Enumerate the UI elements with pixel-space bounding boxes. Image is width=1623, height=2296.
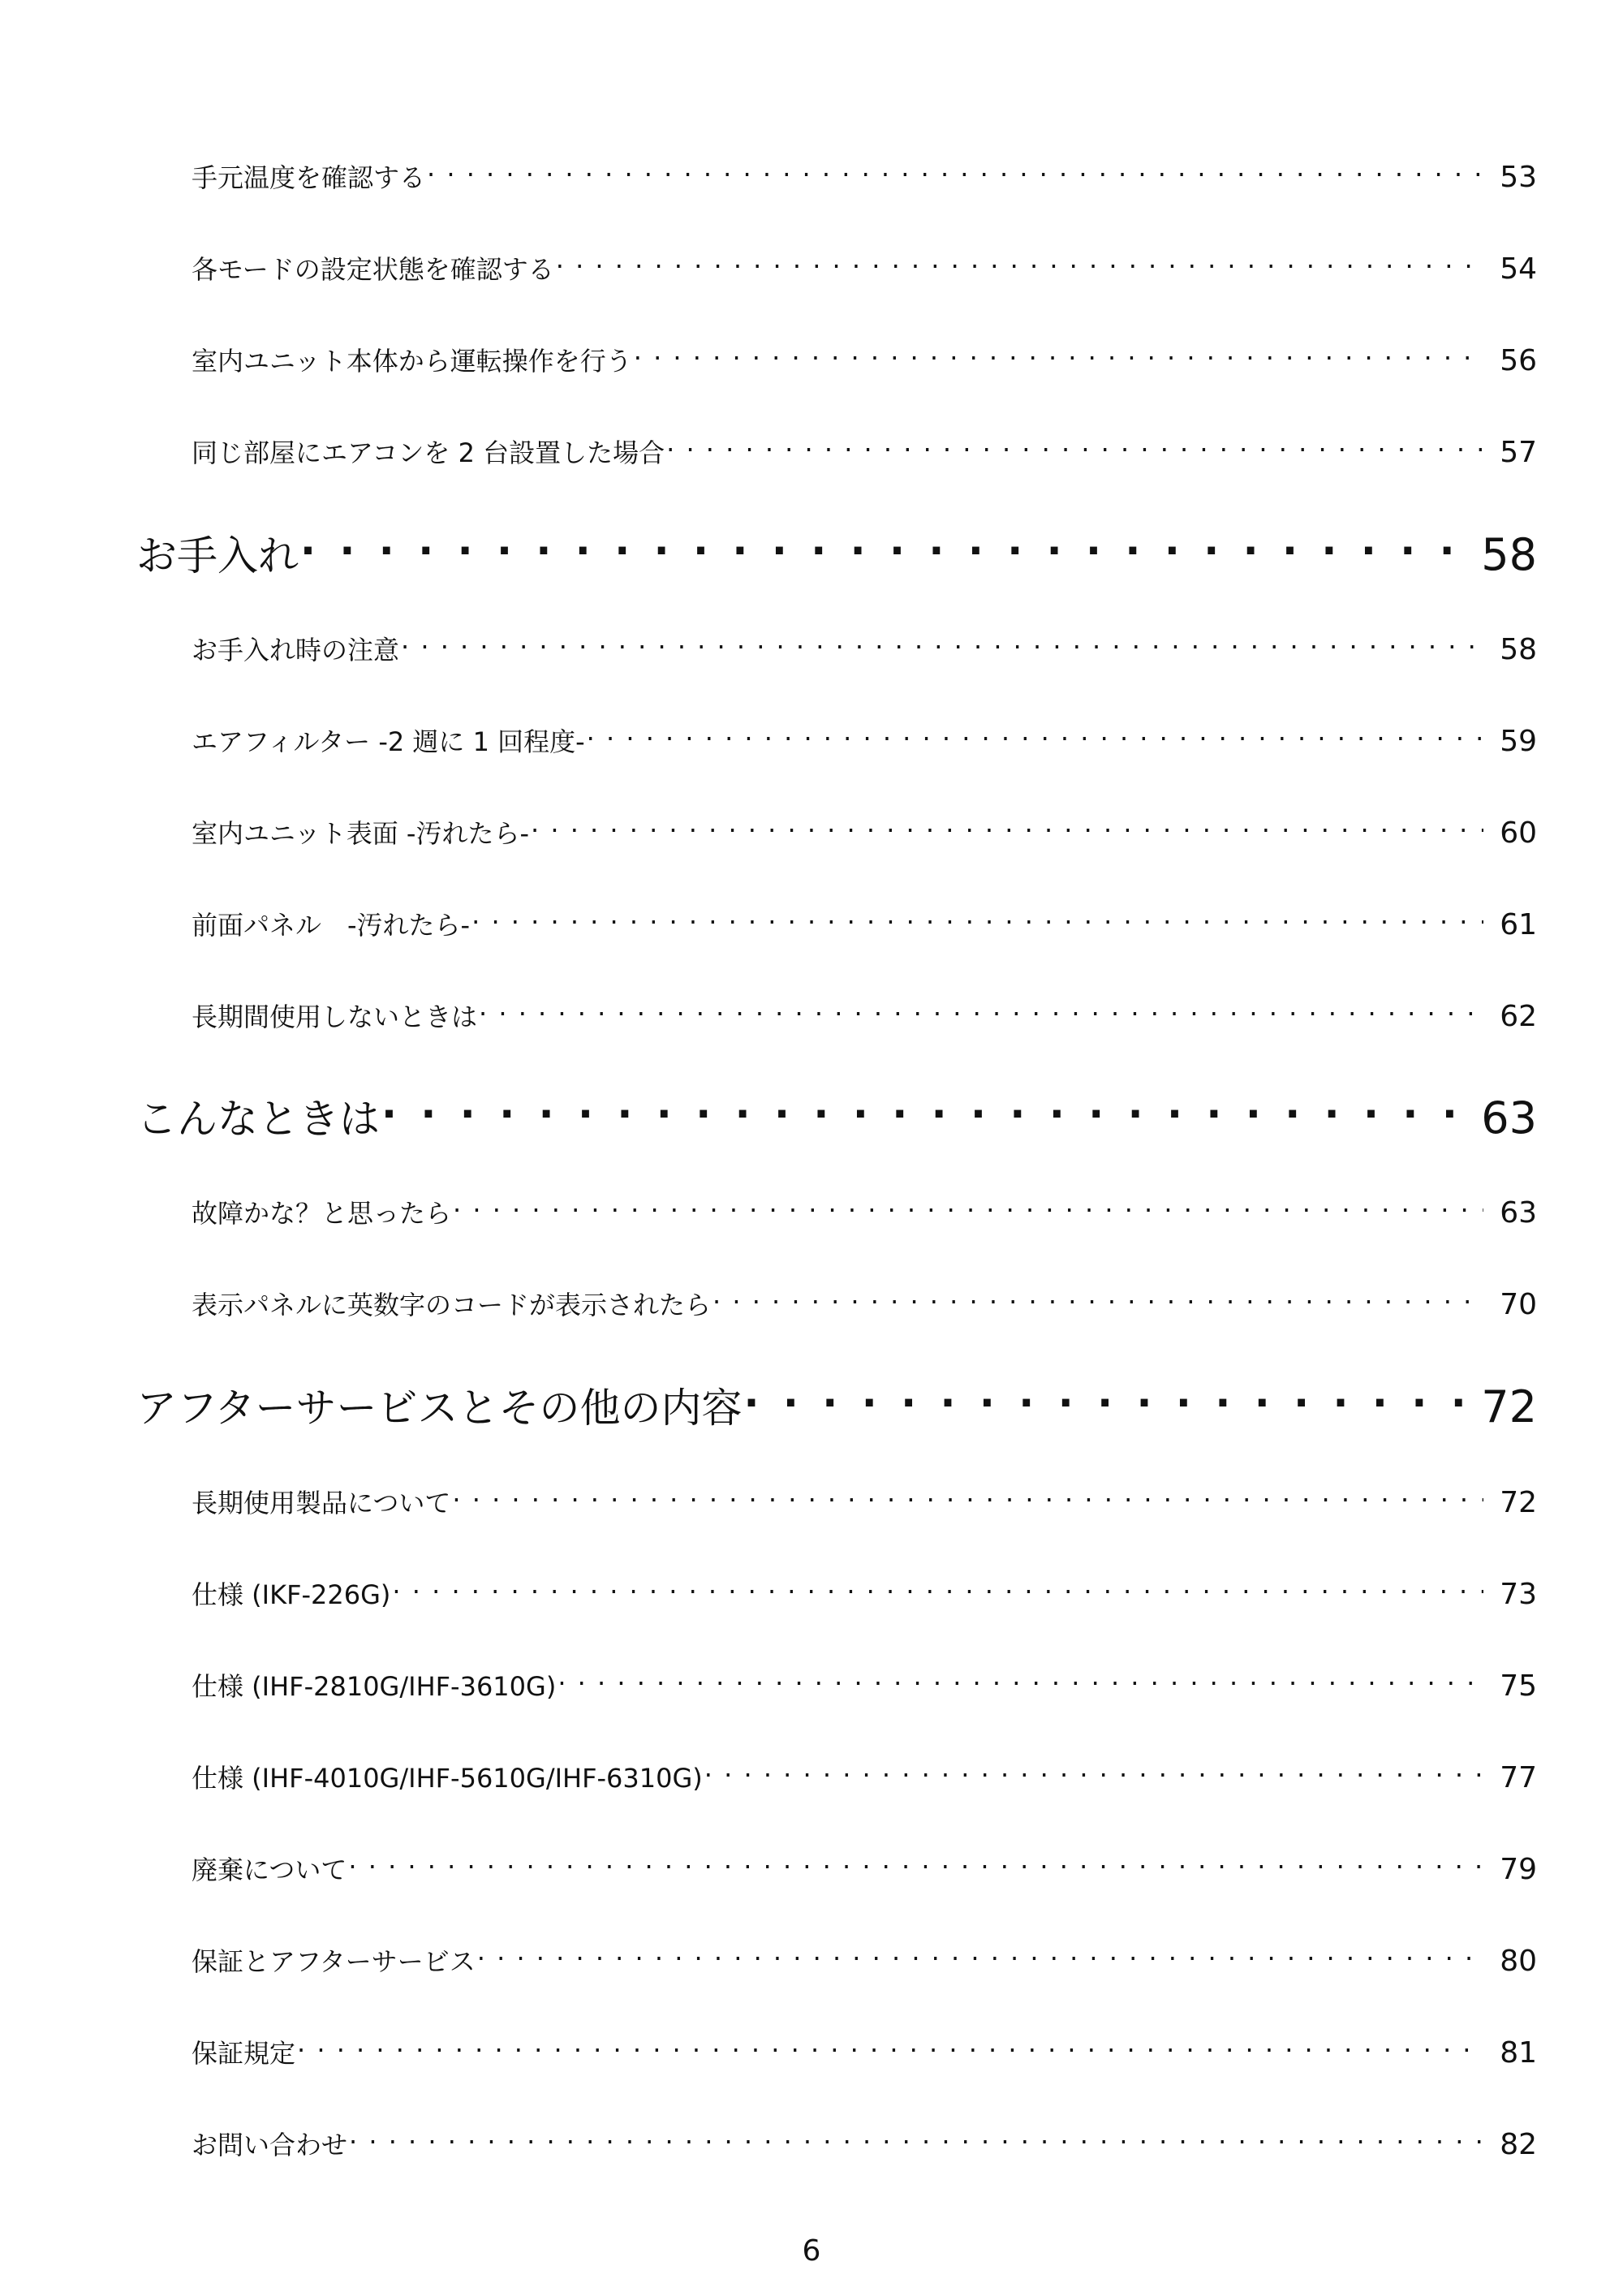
toc-chapter-label: アフターサービスとその他の内容 xyxy=(136,1385,743,1432)
toc-entry[interactable] xyxy=(192,1275,1537,1321)
toc-entry[interactable] xyxy=(192,2115,1537,2161)
toc-entry-page: 62 xyxy=(1500,1000,1537,1033)
toc-entry-page: 59 xyxy=(1500,725,1537,758)
toc-entry[interactable] xyxy=(192,803,1537,850)
toc-chapter-page: 72 xyxy=(1481,1381,1537,1432)
toc-entry-label: 廃棄について xyxy=(192,1854,347,1885)
toc-entry-page: 57 xyxy=(1500,436,1537,469)
dot-leader xyxy=(348,1840,1483,1879)
toc-entry-label: 仕様 (IHF-2810G/IHF-3610G) xyxy=(192,1671,557,1702)
toc-entry-page: 75 xyxy=(1500,1669,1537,1703)
toc-entry-label: 長期使用製品について xyxy=(192,1488,451,1518)
toc-entry-page: 80 xyxy=(1500,1945,1537,1978)
toc-entry-page: 79 xyxy=(1500,1853,1537,1886)
toc-entry-page: 63 xyxy=(1500,1196,1537,1230)
toc-entry-label: 保証規定 xyxy=(192,2038,296,2069)
dot-leader xyxy=(666,423,1483,462)
page-number: 6 xyxy=(802,2234,821,2268)
toc-entry-label: 手元温度を確認する xyxy=(192,162,426,193)
toc-chapter-entry[interactable] xyxy=(136,511,1537,580)
toc-chapter-entry[interactable] xyxy=(136,1075,1537,1144)
toc-entry-page: 70 xyxy=(1500,1288,1537,1321)
dot-leader xyxy=(712,1275,1483,1314)
toc-entry-label: 仕様 (IHF-4010G/IHF-5610G/IHF-6310G) xyxy=(192,1763,703,1794)
toc-entry[interactable] xyxy=(192,148,1537,194)
toc-chapter-page: 63 xyxy=(1481,1092,1537,1144)
toc-entry[interactable] xyxy=(192,331,1537,377)
toc-entry[interactable] xyxy=(192,1840,1537,1886)
toc-entry[interactable] xyxy=(192,1473,1537,1519)
toc-entry[interactable] xyxy=(192,1565,1537,1611)
dot-leader xyxy=(531,803,1483,842)
toc-entry-label: お問い合わせ xyxy=(192,2130,348,2160)
dot-leader xyxy=(427,148,1483,187)
toc-entry-page: 73 xyxy=(1500,1578,1537,1611)
toc-entry-page: 53 xyxy=(1500,161,1537,194)
toc-entry[interactable] xyxy=(192,1656,1537,1703)
dot-leader xyxy=(556,239,1483,278)
toc-chapter-entry[interactable] xyxy=(136,1363,1537,1432)
dot-leader xyxy=(300,511,1467,570)
toc-entry-page: 81 xyxy=(1500,2036,1537,2070)
toc-entry-page: 61 xyxy=(1500,908,1537,941)
dot-leader xyxy=(587,712,1483,751)
toc-entry-page: 56 xyxy=(1500,344,1537,377)
dot-leader xyxy=(479,987,1483,1026)
toc-entry[interactable] xyxy=(192,239,1537,286)
toc-chapter-label: こんなときは xyxy=(136,1096,380,1143)
toc-entry[interactable] xyxy=(192,895,1537,941)
dot-leader xyxy=(453,1183,1483,1222)
dot-leader xyxy=(477,1932,1483,1971)
dot-leader xyxy=(744,1363,1468,1422)
dot-leader xyxy=(401,620,1483,659)
dot-leader xyxy=(392,1565,1483,1604)
dot-leader xyxy=(558,1656,1483,1695)
toc-entry-label: 仕様 (IKF-226G) xyxy=(192,1579,391,1610)
toc-entry-label: 故障かな？と思ったら xyxy=(192,1198,452,1229)
toc-entry-label: 表示パネルに英数字のコードが表示されたら xyxy=(192,1290,712,1320)
dot-leader xyxy=(297,2023,1483,2062)
toc-chapter-page: 58 xyxy=(1481,529,1537,580)
toc-entry[interactable] xyxy=(192,1932,1537,1978)
toc-entry-label: 各モードの設定状態を確認する xyxy=(192,254,554,285)
toc-entry[interactable] xyxy=(192,1748,1537,1794)
toc-entry-label: 前面パネル -汚れたら- xyxy=(192,910,471,941)
toc-entry-page: 72 xyxy=(1500,1486,1537,1519)
toc-entry[interactable] xyxy=(192,712,1537,758)
toc-entry-page: 58 xyxy=(1500,633,1537,666)
toc-entry[interactable] xyxy=(192,423,1537,469)
toc-entry-label: 保証とアフターサービス xyxy=(192,1946,476,1977)
toc-entry[interactable] xyxy=(192,1183,1537,1230)
toc-entry-page: 60 xyxy=(1500,816,1537,850)
dot-leader xyxy=(349,2115,1483,2154)
dot-leader xyxy=(634,331,1483,370)
dot-leader xyxy=(704,1748,1483,1787)
toc-entry-label: お手入れ時の注意 xyxy=(192,635,400,666)
toc-entry[interactable] xyxy=(192,2023,1537,2070)
toc-entry[interactable] xyxy=(192,987,1537,1033)
toc-chapter-label: お手入れ xyxy=(136,532,299,579)
toc-entry-label: エアフィルター -2 週に 1 回程度- xyxy=(192,726,585,757)
toc-entry-page: 77 xyxy=(1500,1761,1537,1794)
toc-entry-label: 長期間使用しないときは xyxy=(192,1002,478,1032)
toc-entry-label: 室内ユニット表面 -汚れたら- xyxy=(192,818,529,849)
toc-entry[interactable] xyxy=(192,620,1537,666)
dot-leader xyxy=(381,1075,1467,1133)
dot-leader xyxy=(471,895,1483,934)
dot-leader xyxy=(452,1473,1483,1512)
toc-entry-label: 同じ部屋にエアコンを 2 台設置した場合 xyxy=(192,437,665,468)
toc-entry-page: 82 xyxy=(1500,2128,1537,2161)
toc-entry-page: 54 xyxy=(1500,252,1537,286)
toc-entry-label: 室内ユニット本体から運転操作を行う xyxy=(192,346,632,377)
